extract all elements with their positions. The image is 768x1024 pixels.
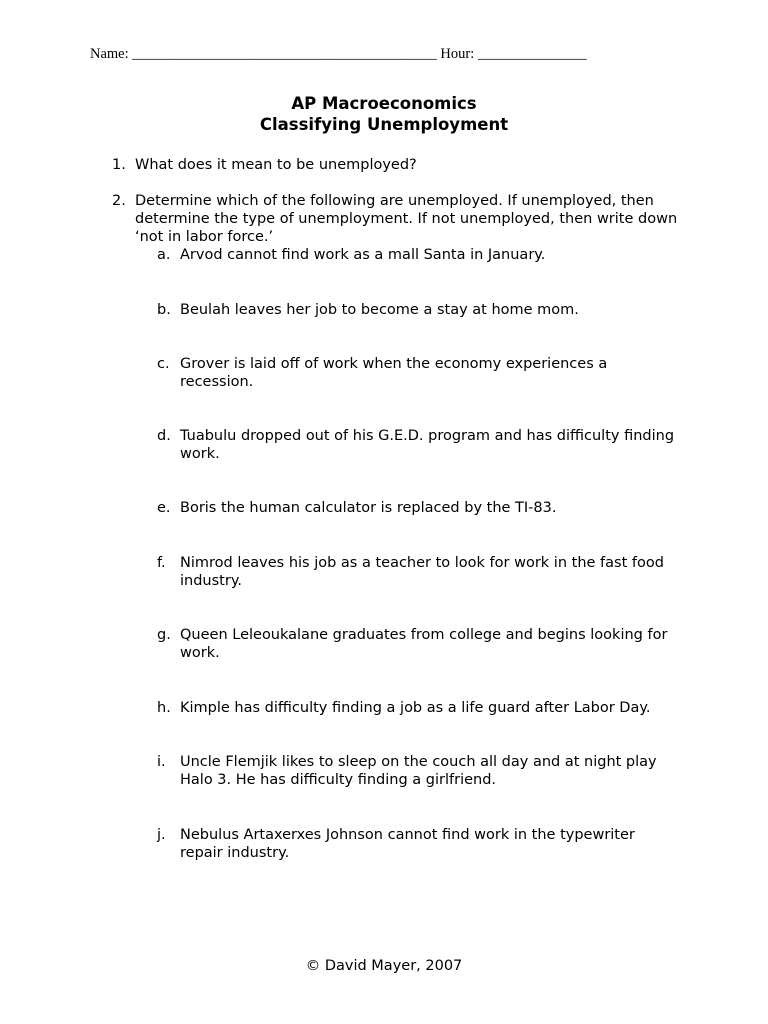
list-item-c xyxy=(157,355,682,391)
list-item-h xyxy=(157,699,682,717)
name-hour-line: Name: __________________________________________ Hour: _______________ xyxy=(90,46,587,62)
item-text: Tuabulu dropped out of his G.E.D. program and has difficulty finding work. xyxy=(180,428,675,463)
question-number: 2. xyxy=(112,193,126,209)
list-item-e xyxy=(157,499,682,517)
worksheet-title xyxy=(0,93,768,135)
item-letter: d. xyxy=(157,428,171,444)
item-letter: c. xyxy=(157,356,170,372)
question-2 xyxy=(112,192,692,247)
item-text: Uncle Flemjik likes to sleep on the couch all day and at night play Halo 3. He has difficulty finding a girlfriend. xyxy=(180,754,657,789)
item-letter: f. xyxy=(157,555,166,571)
item-text: Nimrod leaves his job as a teacher to look for work in the fast food industry. xyxy=(180,555,664,590)
list-item-a xyxy=(157,246,682,264)
item-text: Grover is laid off of work when the economy experiences a recession. xyxy=(180,356,608,391)
question-number: 1. xyxy=(112,157,126,173)
list-item-i xyxy=(157,753,682,789)
list-item-b xyxy=(157,301,682,319)
question-text: Determine which of the following are unemployed. If unemployed, then determine the type of unemployment. If not unemployed, then write down ‘not in labor force.’ xyxy=(135,193,678,246)
item-text: Nebulus Artaxerxes Johnson cannot find work in the typewriter repair industry. xyxy=(180,827,635,862)
item-letter: e. xyxy=(157,500,171,516)
item-text: Queen Leleoukalane graduates from college and begins looking for work. xyxy=(180,627,668,662)
item-text: Boris the human calculator is replaced by the TI-83. xyxy=(180,500,557,516)
item-letter: g. xyxy=(157,627,171,643)
copyright-footer: © David Mayer, 2007 xyxy=(305,958,463,974)
question-text: What does it mean to be unemployed? xyxy=(135,157,417,173)
item-text: Arvod cannot find work as a mall Santa in January. xyxy=(180,247,546,263)
worksheet-subtitle: Classifying Unemployment xyxy=(259,115,509,134)
list-item-f xyxy=(157,554,682,590)
item-letter: b. xyxy=(157,302,171,318)
item-letter: h. xyxy=(157,700,171,716)
list-item-g xyxy=(157,626,682,662)
item-letter: i. xyxy=(157,754,166,770)
item-text: Kimple has difficulty finding a job as a life guard after Labor Day. xyxy=(180,700,651,716)
course-title: AP Macroeconomics xyxy=(291,94,477,113)
list-item-j xyxy=(157,826,682,862)
item-letter: j. xyxy=(157,827,166,843)
question-1 xyxy=(112,156,692,174)
item-text: Beulah leaves her job to become a stay at home mom. xyxy=(180,302,579,318)
list-item-d xyxy=(157,427,682,463)
item-letter: a. xyxy=(157,247,171,263)
